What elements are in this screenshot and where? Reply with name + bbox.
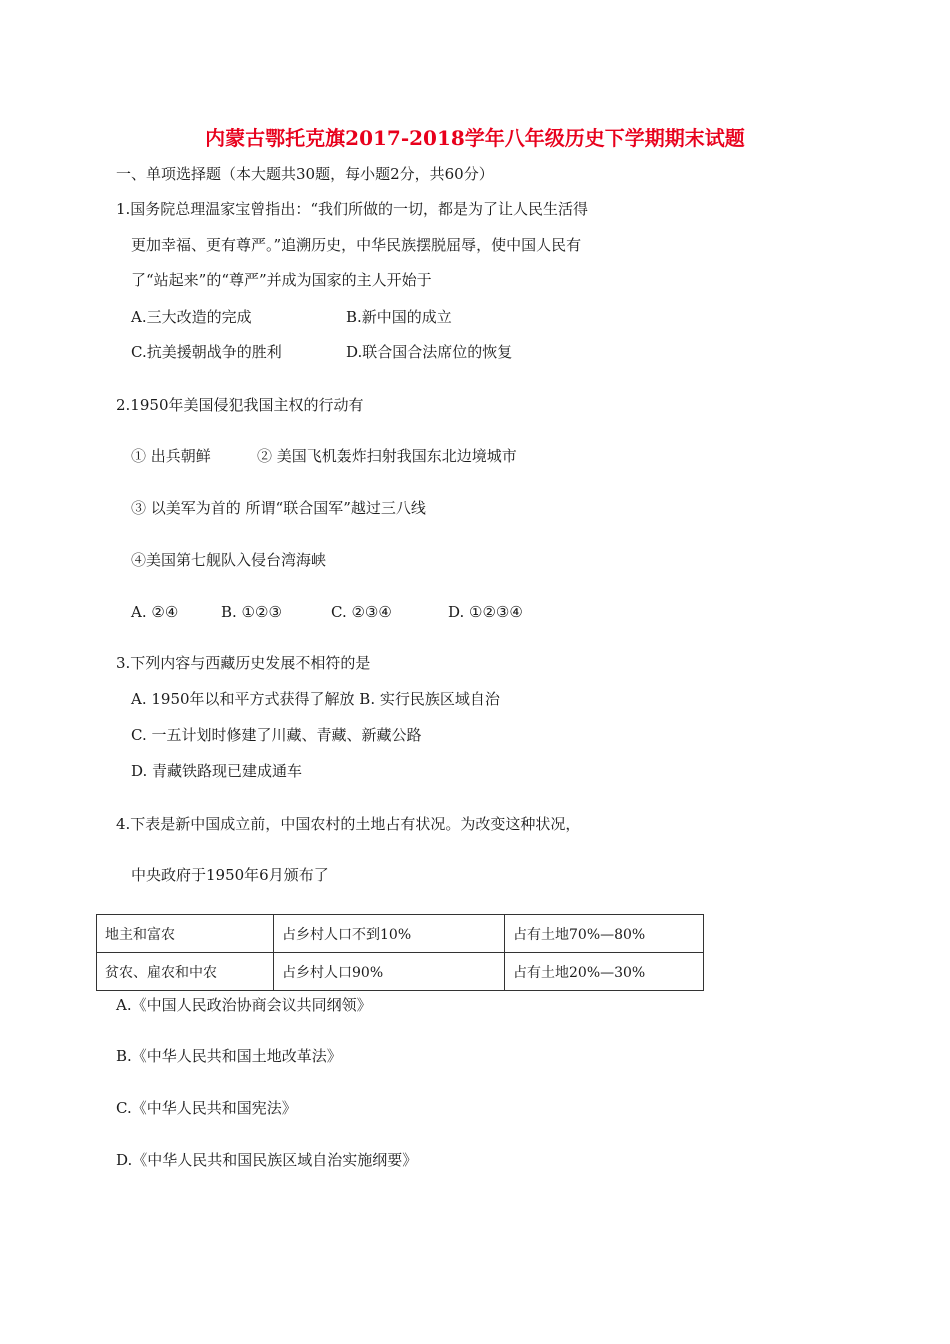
q4-option-c: C.《中华人民共和国宪法》 bbox=[116, 1099, 297, 1117]
q4-option-a: A.《中国人民政治协商会议共同纲领》 bbox=[116, 996, 372, 1014]
q3-option-d: D. 青藏铁路现已建成通车 bbox=[131, 762, 303, 780]
q2-option-c: C. ②③④ bbox=[331, 603, 392, 621]
q3-option-c: C. 一五计划时修建了川藏、青藏、新藏公路 bbox=[131, 726, 422, 744]
q2-item-1: ① 出兵朝鲜 bbox=[131, 447, 211, 465]
q4-option-d: D.《中华人民共和国民族区域自治实施纲要》 bbox=[116, 1151, 418, 1169]
q4-stem-line-2: 中央政府于1950年6月颁布了 bbox=[131, 866, 329, 884]
table-cell: 占乡村人口90% bbox=[274, 953, 505, 991]
q1-option-d: D.联合国合法席位的恢复 bbox=[346, 343, 513, 361]
table-cell: 占有土地70%—80% bbox=[505, 915, 704, 953]
q3-stem: 3.下列内容与西藏历史发展不相符的是 bbox=[116, 654, 371, 672]
q1-option-a: A.三大改造的完成 bbox=[131, 308, 252, 326]
land-ownership-table bbox=[96, 914, 704, 991]
q4-stem-line-1: 4.下表是新中国成立前，中国农村的土地占有状况。为改变这种状况， bbox=[116, 815, 581, 833]
q2-stem: 2.1950年美国侵犯我国主权的行动有 bbox=[116, 396, 364, 414]
q1-stem-line-1: 1.国务院总理温家宝曾指出：“我们所做的一切，都是为了让人民生活得 bbox=[116, 200, 588, 218]
table-cell: 贫农、雇农和中农 bbox=[97, 953, 274, 991]
q2-option-d: D. ①②③④ bbox=[448, 603, 523, 621]
q1-stem-line-3: 了“站起来”的“尊严”并成为国家的主人开始于 bbox=[131, 271, 432, 289]
q4-option-b: B.《中华人民共和国土地改革法》 bbox=[116, 1047, 342, 1065]
table-cell: 地主和富农 bbox=[97, 915, 274, 953]
q2-item-3: ③ 以美军为首的 所谓“联合国军”越过三八线 bbox=[131, 499, 426, 517]
q1-stem-line-2: 更加幸福、更有尊严。”追溯历史，中华民族摆脱屈辱，使中国人民有 bbox=[131, 236, 582, 254]
table-cell: 占乡村人口不到10% bbox=[274, 915, 505, 953]
q2-item-4: ④美国第七舰队入侵台湾海峡 bbox=[131, 551, 327, 569]
q1-option-c: C.抗美援朝战争的胜利 bbox=[131, 343, 282, 361]
exam-title: 内蒙古鄂托克旗2017-2018学年八年级历史下学期期末试题 bbox=[205, 126, 745, 150]
q3-option-ab: A. 1950年以和平方式获得了解放 B. 实行民族区域自治 bbox=[131, 690, 500, 708]
q2-option-b: B. ①②③ bbox=[221, 603, 282, 621]
table-row bbox=[97, 953, 704, 991]
table-row bbox=[97, 915, 704, 953]
section-heading: 一、单项选择题（本大题共30题，每小题2分，共60分） bbox=[116, 165, 494, 183]
q1-option-b: B.新中国的成立 bbox=[346, 308, 452, 326]
q2-option-a: A. ②④ bbox=[131, 603, 179, 621]
table-cell: 占有土地20%—30% bbox=[505, 953, 704, 991]
q2-item-2: ② 美国飞机轰炸扫射我国东北边境城市 bbox=[257, 447, 517, 465]
